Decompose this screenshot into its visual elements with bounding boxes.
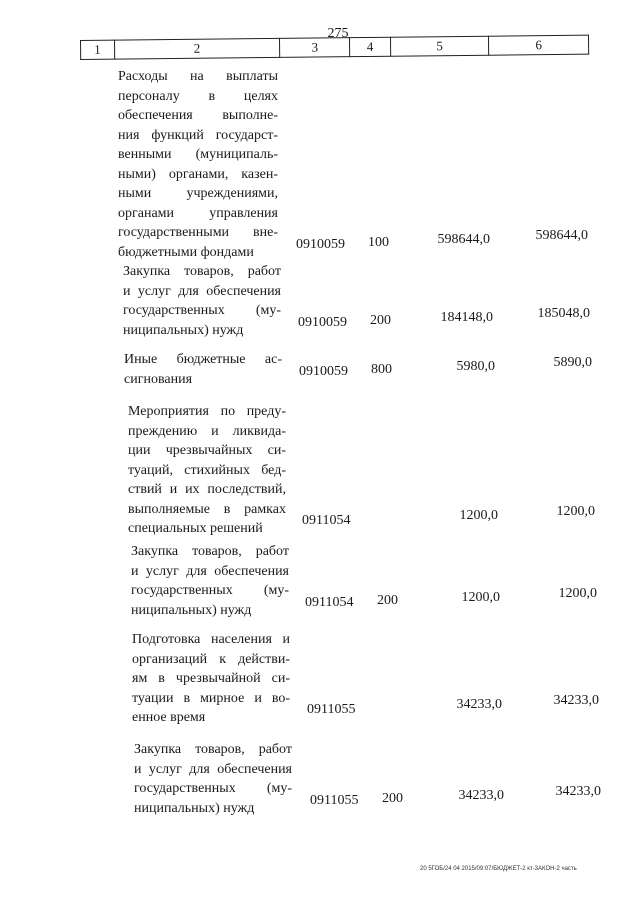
row-description-line: ными учреждениями, — [118, 186, 278, 201]
row-description — [128, 402, 286, 539]
row-description-line: туации в мирное и во- — [132, 690, 290, 706]
row-description-line: Подготовка населения и — [132, 632, 290, 647]
row-type: 100 — [368, 234, 389, 250]
row-description-line: ям в чрезвычайной си- — [132, 671, 290, 686]
row-value-2: 185048,0 — [537, 305, 590, 321]
row-code: 0910059 — [299, 363, 348, 379]
row-value-2: 5890,0 — [553, 354, 592, 370]
row-description — [131, 542, 289, 620]
row-value-1: 34233,0 — [458, 787, 504, 803]
row-description-line: енное время — [132, 710, 206, 725]
row-description-line: ции чрезвычайных си- — [128, 443, 286, 458]
row-description-line: и услуг для обеспечения — [131, 563, 289, 579]
column-header-5: 5 — [390, 36, 489, 56]
row-description-line: ния функций государст- — [118, 127, 278, 143]
row-value-1: 1200,0 — [461, 589, 500, 605]
row-value-1: 34233,0 — [456, 697, 502, 712]
row-type: 200 — [370, 312, 391, 328]
row-value-2: 34233,0 — [555, 783, 601, 799]
page-number: 275 — [327, 26, 349, 41]
row-description-line: государственными вне- — [118, 225, 278, 240]
column-header-4: 4 — [350, 37, 391, 56]
row-value-1: 184148,0 — [440, 309, 493, 325]
row-value-2: 1200,0 — [556, 504, 595, 519]
column-header-3: 3 — [280, 38, 350, 58]
row-description-line: выполняемые в рамках — [128, 501, 286, 517]
row-value-1: 598644,0 — [437, 231, 490, 247]
row-description — [118, 67, 278, 262]
row-description-line: ствий и их последствий, — [128, 482, 286, 497]
row-type: 200 — [382, 790, 403, 806]
row-description — [134, 740, 292, 818]
row-description-line: Закупка товаров, работ — [123, 264, 281, 279]
column-header-table — [80, 35, 589, 60]
row-code: 0911054 — [305, 594, 354, 610]
row-value-2: 34233,0 — [553, 693, 599, 708]
row-description-line: государственных (му- — [123, 303, 281, 318]
row-description-line: Иные бюджетные ас- — [124, 352, 282, 367]
row-value-1: 1200,0 — [459, 508, 498, 523]
row-description — [123, 262, 281, 340]
row-description — [124, 350, 282, 389]
column-header-1: 1 — [81, 40, 115, 59]
column-header-6: 6 — [489, 35, 589, 55]
row-value-2: 1200,0 — [558, 585, 597, 601]
row-description-line: венными (муниципаль- — [118, 147, 278, 162]
row-type: 800 — [371, 361, 392, 377]
document-footer: 20 5ГОБ/24 04 2015/09:07/БЮДЖЕТ-2 кт-3АКОН-2 часть — [420, 866, 577, 872]
row-code: 0910059 — [298, 314, 347, 330]
row-description-line: обеспечения выполне- — [118, 108, 278, 123]
column-header-2: 2 — [114, 38, 280, 59]
row-description-line: и услуг для обеспечения — [134, 761, 292, 777]
row-description-line: Закупка товаров, работ — [131, 544, 289, 559]
row-description-line: органами управления — [118, 205, 278, 221]
row-code: 0911055 — [310, 792, 359, 808]
row-description-line: туаций, стихийных бед- — [128, 462, 286, 478]
row-description-line: Расходы на выплаты — [118, 69, 278, 84]
row-description-line: Закупка товаров, работ — [134, 742, 292, 757]
row-code: 0911055 — [307, 702, 356, 717]
row-description-line: и услуг для обеспечения — [123, 283, 281, 299]
row-description-line: ными) органами, казен- — [118, 166, 278, 182]
row-description-line: ниципальных) нужд — [123, 322, 244, 338]
row-description — [132, 630, 290, 728]
row-description-line: специальных решений — [128, 521, 263, 536]
row-description-line: бюджетными фондами — [118, 244, 254, 260]
row-value-1: 5980,0 — [456, 358, 495, 374]
row-description-line: ниципальных) нужд — [131, 602, 252, 618]
row-description-line: сигнования — [124, 371, 193, 387]
row-description-line: преждению и ликвида- — [128, 423, 286, 439]
row-description-line: государственных (му- — [131, 583, 289, 598]
row-description-line: ниципальных) нужд — [134, 800, 255, 816]
row-description-line: государственных (му- — [134, 781, 292, 796]
row-type: 200 — [377, 592, 398, 608]
row-value-2: 598644,0 — [535, 227, 588, 243]
row-code: 0910059 — [296, 236, 345, 252]
row-description-line: Мероприятия по преду- — [128, 404, 286, 419]
row-description-line: персоналу в целях — [118, 88, 278, 104]
row-description-line: организаций к действи- — [132, 651, 290, 667]
row-code: 0911054 — [302, 513, 351, 528]
